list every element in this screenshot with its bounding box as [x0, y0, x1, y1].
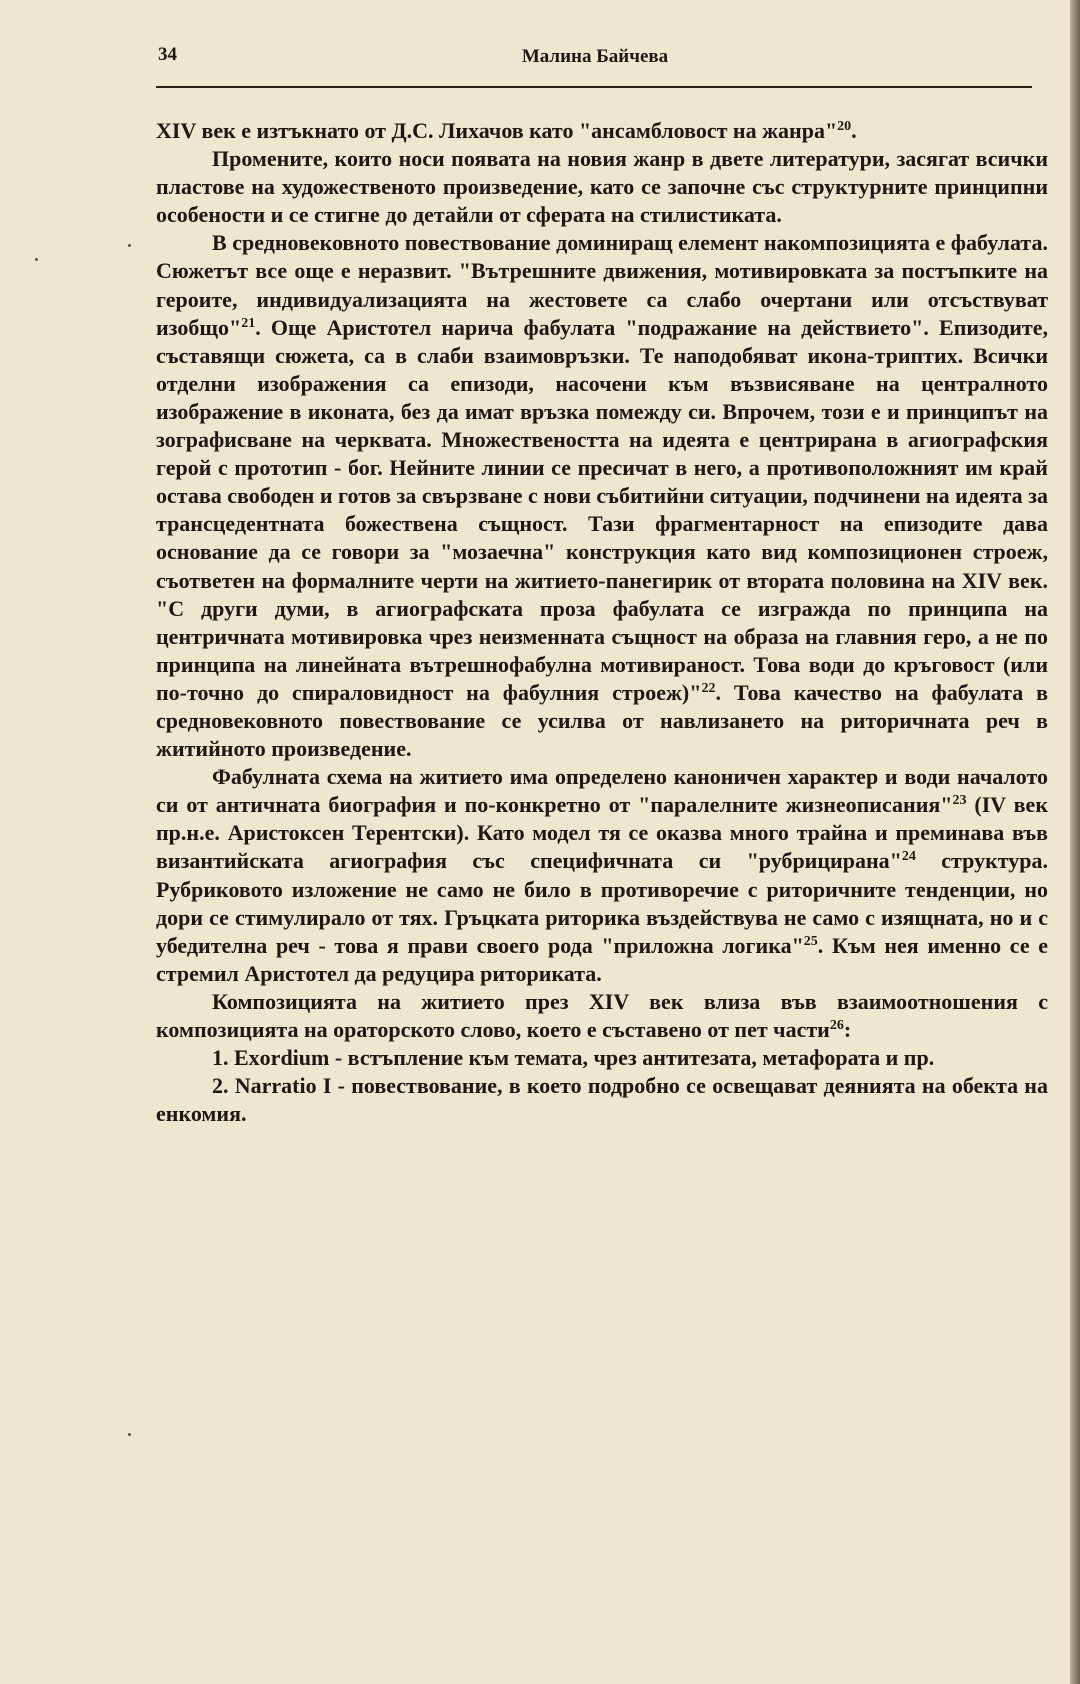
text-run: . Още Аристотел нарича фабулата "подражание на действието". Епизодите, съставящи сюжета, са в слаби взаимовръзки. Те наподобяват икона-триптих. Всички отделни изображения са епизоди, насочени към възвисяване на централното изображение в иконата, без да имат връзка помежду си. Впрочем, този е и принципът на зографисване на черквата. Множествеността на идеята е центрирана в агиографския герой с прототип - бог. Нейните линии се пресичат в него, а противоположният им край остава свободен и готов за свързване с нови събитийни ситуации, подчинени на идеята за трансцедентната божествена същност. Тази фрагментарност на епизодите дава основание да се говори за "мозаечна" конструкция като вид композиционен строеж, съответен на формалните черти на житието-панегирик от втората половина на XIV век. "С други думи, в агиографската проза фабулата се изгражда по принципа на центричната мотивировка чрез неизменната същност на образа на главния геро, а не по принципа на линейната вътрешнофабулна мотивираност. Това води до кръговост (или по-точно до спираловидност на фабулния строеж)": [156, 314, 1048, 705]
text-run: 2. Narratio I - повествование, в което подробно се освещават деянията на обекта на енкомия.: [156, 1073, 1048, 1127]
text-run: Промените, които носи появата на новия жанр в двете литератури, засягат всички пластове на художественото произведение, като се започне със структурните принципни особености и се стигне до детайли от сферата на стилистиката.: [156, 146, 1048, 228]
header-rule: [156, 86, 1032, 88]
text-run: Фабулната схема на житието има определено каноничен характер и води началото си от античната биография и по-конкретно от "паралелните жизнеописания": [156, 764, 1048, 818]
text-run: 1. Exordium - встъпление към темата, чрез антитезата, метафората и пр.: [212, 1045, 935, 1071]
footnote-ref: 24: [901, 849, 916, 865]
page-header: [158, 44, 1032, 76]
paragraph-p2: [156, 145, 1048, 229]
footnote-ref: 20: [837, 119, 852, 134]
paragraph-p5: [156, 988, 1048, 1044]
text-run: XIV век е изтъкнато от Д.С. Лихачов като "ансамбловост на жанра": [156, 118, 838, 143]
paragraph-p3: [156, 229, 1048, 763]
page-edge: [1070, 0, 1080, 1684]
text-run: (IV век пр.н.е. Аристоксен Терентски). Като модел тя се оказва много трайна и преминава във византийската агиография със специфичната си "рубрицирана": [156, 792, 1049, 874]
paragraph-p6: [156, 1044, 1048, 1072]
footnote-ref: 26: [829, 1018, 844, 1033]
running-head: Малина Байчева: [521, 46, 669, 67]
paragraph-p4: [156, 763, 1048, 988]
paragraph-p1: [156, 117, 1048, 145]
scan-speck: [128, 244, 131, 247]
text-run: . Това качество на фабулата в средновековното повествование се усилва от навлизането на риторичната реч в житийното произведение.: [156, 679, 1048, 762]
text-run: .: [851, 118, 857, 143]
footnote-ref: 23: [952, 793, 967, 809]
text-run: структура. Рубриковото изложение не само не било в противоречие с риторичните тенденции, но дори се стимулирало от тях. Гръцката риторика въздействува не само с изящната, но и с убедителна реч - това я прави своего рода "приложна логика": [156, 848, 1048, 958]
footnote-ref: 21: [241, 315, 256, 331]
body-text: [156, 117, 1048, 1128]
footnote-ref: 25: [803, 933, 818, 949]
text-run: . Към нея именно се е стремил Аристотел да редуцира риториката.: [156, 932, 1049, 986]
scan-speck: [35, 258, 38, 261]
text-run: В средновековното повествование доминиращ елемент накомпозицията е фабулата. Сюжетът все още е неразвит. "Вътрешните движения, мотивировката за постъпките на героите, индивидуализацията на жестовете са слабо очертани или отсъствуват изобщо": [156, 230, 1048, 340]
page-number: 34: [158, 44, 177, 65]
text-run: :: [843, 1017, 852, 1042]
text-run: Композицията на житието през XIV век влиза във взаимоотношения с композицията на ораторското слово, което е съставено от пет части: [156, 988, 1048, 1042]
paragraph-p7: [156, 1072, 1048, 1128]
footnote-ref: 22: [701, 680, 716, 696]
scan-speck: [128, 1433, 131, 1436]
